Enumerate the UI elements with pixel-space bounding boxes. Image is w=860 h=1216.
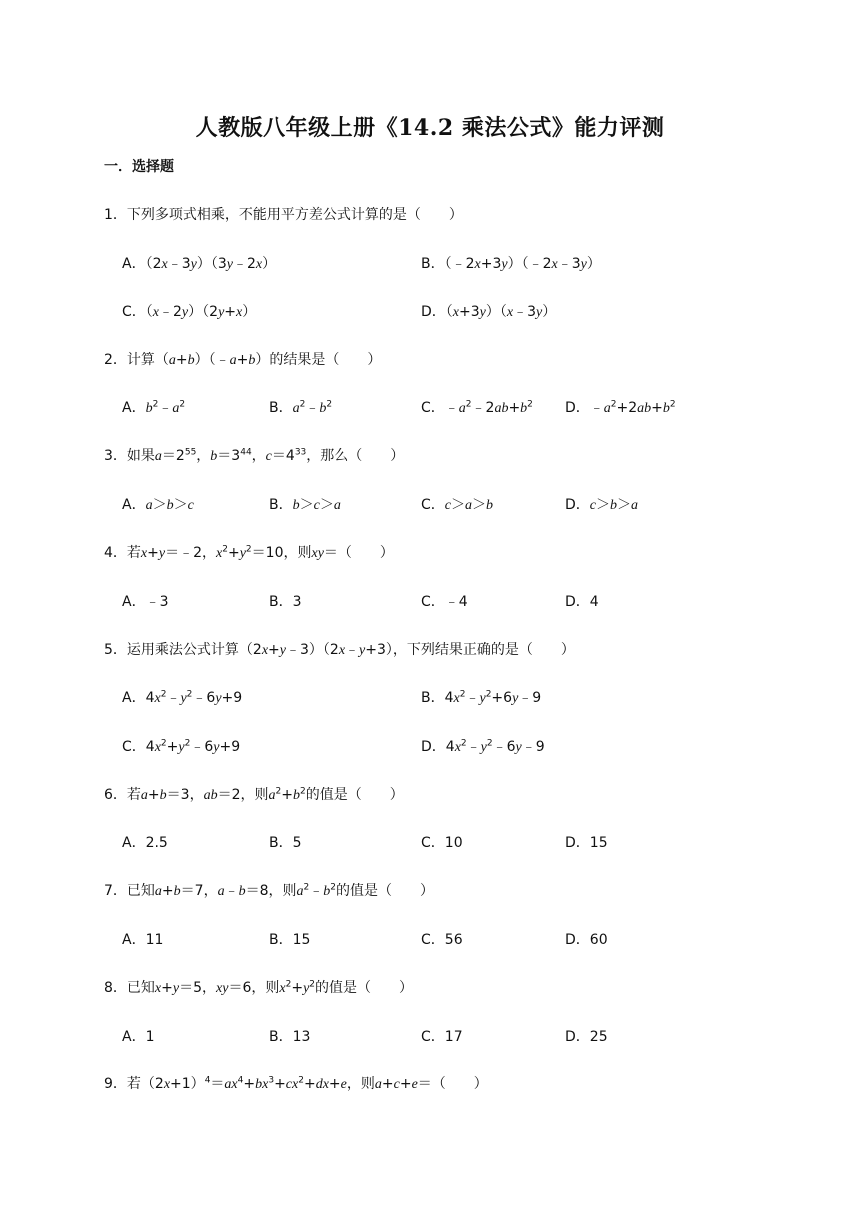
question-8-option-b[interactable]: B．13 <box>269 1029 311 1045</box>
question-5-option-a[interactable]: A．$4x^2﹣y^2﹣6y+9$ <box>122 689 243 706</box>
question-7-stem: 7．已知a+b＝7，a﹣b＝8，则$a^2﹣b^2$的值是（ ） <box>104 882 434 899</box>
question-7-option-b[interactable]: B．15 <box>269 932 311 948</box>
question-2-option-b[interactable]: B．$a^2﹣b^2$ <box>269 399 333 416</box>
question-7-option-a[interactable]: A．11 <box>122 932 164 948</box>
question-5-option-d[interactable]: D．$4x^2﹣y^2﹣6y﹣9$ <box>421 738 545 755</box>
question-1-option-b[interactable]: B．（﹣2x+3y）（﹣2x﹣3y） <box>421 256 601 272</box>
question-1-option-d[interactable]: D．（x+3y）（x﹣3y） <box>421 304 557 320</box>
question-3-stem: 3．如果$a=2^{55}$，$b=3^{44}$，$c=4^{33}$，那么（ ） <box>104 447 405 464</box>
question-5-option-b[interactable]: B．$4x^2﹣y^2+6y﹣9$ <box>421 689 542 706</box>
section-heading: 一．选择题 <box>104 159 174 175</box>
question-1-stem: 1．下列多项式相乘，不能用平方差公式计算的是（ ） <box>104 207 463 223</box>
question-4-option-c[interactable]: C．﹣4 <box>421 594 468 610</box>
page-title: 人教版八年级上册《14.2 乘法公式》能力评测 <box>195 115 665 141</box>
question-2-option-d[interactable]: D．$﹣a^2+2ab+b^2$ <box>565 399 676 416</box>
question-1-option-a[interactable]: A．（2x﹣3y）（3y﹣2x） <box>122 256 277 272</box>
question-6-option-d[interactable]: D．15 <box>565 835 608 851</box>
question-8-option-d[interactable]: D．25 <box>565 1029 608 1045</box>
question-3-option-a[interactable]: A．a＞b＞c <box>122 497 194 513</box>
question-3-option-c[interactable]: C．c＞a＞b <box>421 497 493 513</box>
question-4-option-b[interactable]: B．3 <box>269 594 302 610</box>
question-4-option-a[interactable]: A．﹣3 <box>122 594 169 610</box>
question-2-stem: 2．计算（a+b）（﹣a+b）的结果是（ ） <box>104 352 382 368</box>
question-7-option-c[interactable]: C．56 <box>421 932 463 948</box>
question-7-option-d[interactable]: D．60 <box>565 932 608 948</box>
question-6-stem: 6．若a+b＝3，ab＝2，则$a^2+b^2$的值是（ ） <box>104 786 404 803</box>
question-6-option-a[interactable]: A．2.5 <box>122 835 168 851</box>
question-8-option-a[interactable]: A．1 <box>122 1029 155 1045</box>
question-4-option-d[interactable]: D．4 <box>565 594 599 610</box>
question-8-stem: 8．已知x+y＝5，xy＝6，则$x^2+y^2$的值是（ ） <box>104 979 414 996</box>
question-9-stem: 9．若$(2x+1)^4=ax^4+bx^3+cx^2+dx+e$，则a+c+e＝（ ） <box>104 1075 488 1092</box>
question-8-option-c[interactable]: C．17 <box>421 1029 463 1045</box>
question-2-option-a[interactable]: A．$b^2﹣a^2$ <box>122 399 186 416</box>
question-3-option-d[interactable]: D．c＞b＞a <box>565 497 638 513</box>
question-5-stem: 5．运用乘法公式计算（2x+y﹣3）（2x﹣y+3），下列结果正确的是（ ） <box>104 642 575 658</box>
question-6-option-b[interactable]: B．5 <box>269 835 302 851</box>
question-3-option-b[interactable]: B．b＞c＞a <box>269 497 341 513</box>
question-6-option-c[interactable]: C．10 <box>421 835 463 851</box>
question-4-stem: 4．若x+y＝﹣2，$x^2+y^2=10$，则xy＝（ ） <box>104 544 394 561</box>
question-5-option-c[interactable]: C．$4x^2+y^2﹣6y+9$ <box>122 738 241 755</box>
question-2-option-c[interactable]: C．$﹣a^2﹣2ab+b^2$ <box>421 399 533 416</box>
question-1-option-c[interactable]: C．（x﹣2y）（2y+x） <box>122 304 257 320</box>
